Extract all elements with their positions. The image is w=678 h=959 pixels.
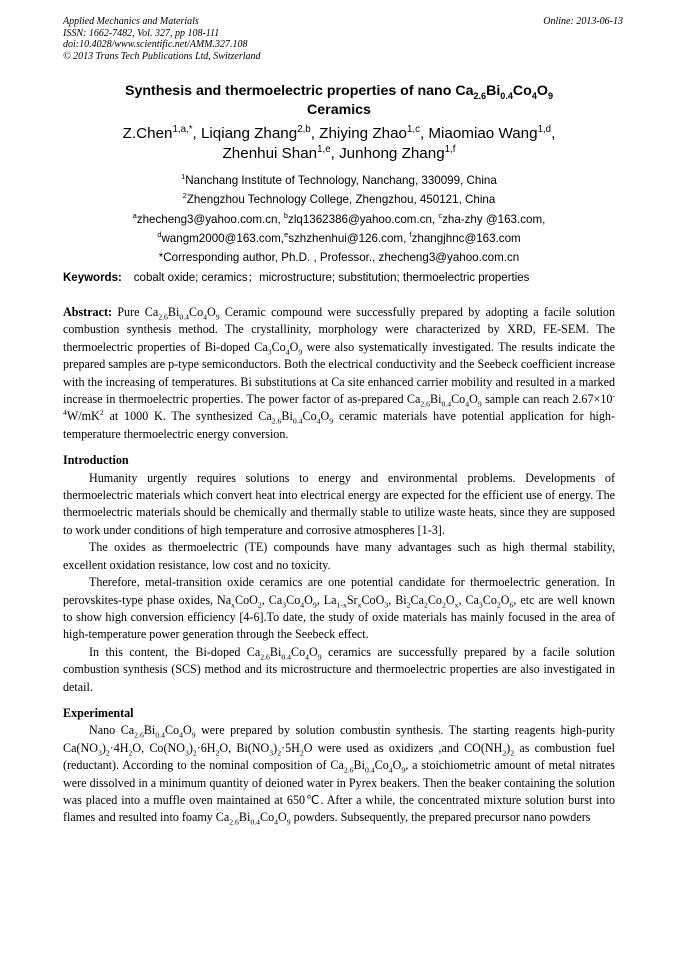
affiliation-1: $^1$Nanchang Institute of Technology, Nanchang, 330099, China [181, 172, 497, 187]
experimental-paragraph-1: Nano $Ca_{2.6}Bi_{0.4}Co_4O_9$ were prepared by solution combustin synthesis. The starting reagents high-purity $Ca(NO_3)_2\cdot 4H_2O$, $Co(NO_3)_2\cdot 6H_2O$, $Bi(NO_3)_2\cdot 5H_2O$ were used as oxidizers ,and $CO(NH_2)_2$ as combustion fuel (reductant). According to the nominal composition of $Ca_{2.6}Bi_{0.4}Co_4O_9$, a stoichiometric amount of metal nitrates were dissolved in a minimum quantity of deioned water in Pyrex beakers. Then the beaker containing the solution was placed into a muffle oven maintained at 650℃. After a while, the concentrated mixture solution burst into flames and resulted into foamy $Ca_{2.6}Bi_{0.4}Co_4O_9$ powders. Subsequently, the prepared precursor nano powders [63, 723, 616, 827]
copyright-line: © 2013 Trans Tech Publications Ltd, Switzerland [63, 50, 261, 62]
corresponding-author: *Corresponding author, Ph.D. , Professor., zhecheng3@yahoo.com.cn [158, 251, 520, 265]
journal-name: Applied Mechanics and Materials [63, 16, 199, 27]
experimental-heading: Experimental [63, 705, 134, 720]
paper-title-line2: Ceramics [307, 102, 371, 118]
doi-line: doi:10.4028/www.scientific.net/AMM.327.108 [63, 39, 248, 50]
author: Miaomiao Wang [428, 125, 538, 142]
author-list: Z.Chen$^{1,a,*}$, Liqiang Zhang$^{2,b}$, Zhiying Zhao$^{1,c}$, Miaomiao Wang$^{1,d}$, Zhenhui Shan$^{1,e}$, Junhong Zhang$^{1,f}$ [122, 123, 556, 162]
intro-paragraph-1: Humanity urgently requires solutions to energy and environmental problems. Developments of thermoelectric materials which convert heat into electrical energy are expected for the efficient use of energy. The thermoelectric materials should be chemically and thermally stable to utilize waste heats, since they are supposed to work under conditions of high temperature and corrosive atmospheres [1-3]. [63, 470, 615, 537]
keywords-label: Keywords: [63, 272, 122, 284]
abstract: Abstract: Pure $Ca_{2.6}Bi_{0.4}Co_4O_9$ Ceramic compound were successfully prepared by adopting a facile solution combustion synthesis method. The crystallinity, morphology were characterized by XRD, FE-SEM. The thermoelectric properties of Bi-doped $Ca_3Co_4O_9$ were also systematically investigated. The results indicate the prepared samples are p-type semiconductors. Both the electrical conductivity and the Seebeck coefficient increase with the increasing of temperatures. Bi substitutions at Ca site enhanced carrier mobility and resulted in a marked increase in thermoelectric properties. The power factor of as-prepared $Ca_{2.6}Bi_{0.4}Co_4O_9$ sample can reach $2.67\times 10^{-4}W/mK^2$ at 1000 K. The synthesized $Ca_{2.6}Bi_{0.4}Co_4O_9$ ceramic materials have potential application for high-temperature thermoelectric energy conversion. [63, 305, 616, 441]
paper-title: Synthesis and thermoelectric properties of nano $Ca_{2.6}Bi_{0.4}Co_4O_9$ Ceramics [125, 83, 553, 118]
intro-paragraph-4: In this content, the Bi-doped $Ca_{2.6}Bi_{0.4}Co_4O_9$ ceramics are successfully prepared by a facile solution combustion synthesis (SCS) method and its microstructure and thermoelectric properties are also investigated in detail. [63, 644, 615, 694]
abstract-label: Abstract: [63, 305, 113, 319]
email-line-2: $^d$wangm2000@163.com,$^e$szhzhenhui@126.com, $^f$zhangjhnc@163.com [157, 230, 521, 245]
intro-paragraph-3: Therefore, metal-transition oxide ceramics are one potential candidate for thermoelectric generation. In perovskites-type phase oxides, $Na_xCoO_2$, $Ca_3Co_4O_9$, $La_{1-x}Sr_xCoO_3$, $Bi_2Ca_2Co_2O_x$, $Ca_3Co_2O_6$, etc are well known to show high conversion efficiency [4-6].To date, the study of oxide materials has mainly focused in the area of high-temperature power generation through the Seebeck effect. [63, 575, 616, 642]
author: Z.Chen [122, 125, 173, 142]
author: Zhenhui Shan [222, 145, 318, 162]
issn-line: ISSN: 1662-7482, Vol. 327, pp 108-111 [63, 27, 220, 39]
introduction-heading: Introduction [63, 453, 129, 468]
affiliation-2: $^2$Zhengzhou Technology College, Zhengzhou, 450121, China [182, 191, 496, 207]
affiliations [63, 171, 615, 267]
online-date: Online: 2013-06-13 [543, 16, 623, 27]
author: Zhiying Zhao [319, 125, 407, 142]
paper-body [63, 304, 615, 827]
journal-header [63, 16, 623, 62]
email-line-1: $^a$zhecheng3@yahoo.com.cn, $^b$zlq1362386@yahoo.com.cn, $^c$zha-zhy @163.com, [132, 210, 546, 226]
intro-paragraph-2: The oxides as thermoelectric (TE) compounds have many advantages such as high thermal stability, excellent oxidation resistance, low cost and no toxicity. [63, 540, 615, 572]
keywords-text: cobalt oxide; ceramics；microstructure; substitution; thermoelectric properties [133, 272, 530, 284]
keywords [63, 270, 618, 286]
author: Junhong Zhang [339, 145, 445, 162]
author: Liqiang Zhang [200, 125, 298, 142]
